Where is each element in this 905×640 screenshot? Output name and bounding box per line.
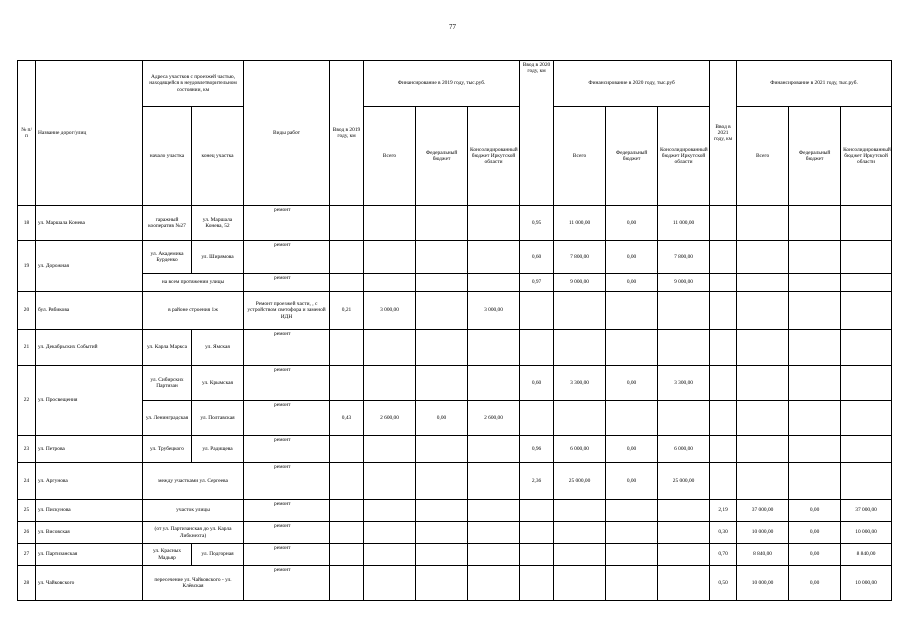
section-span: на всем протяжении улицы — [143, 274, 244, 292]
row-number: 28 — [18, 566, 36, 601]
cons-2021: 10 000,00 — [841, 522, 892, 544]
fed-2020: 0,00 — [606, 366, 658, 401]
work-type: ремонт — [244, 401, 330, 436]
total-2020: 7 800,00 — [554, 241, 606, 274]
section-start: ул. Карла Маркса — [143, 330, 192, 366]
work-type: Ремонт проезжей части, , с устройством светофора и заменой ИДН — [244, 292, 330, 330]
fed-2020: 0,00 — [606, 241, 658, 274]
col-total2020-header: Всего — [554, 107, 606, 206]
col-cons2020-header: Консолидированный бюджет Иркутской области — [658, 107, 710, 206]
total-2020: 3 300,00 — [554, 366, 606, 401]
section-end: ул. Крымская — [192, 366, 244, 401]
section-start: гаражный кооператив №27 — [143, 206, 192, 241]
row-number: 24 — [18, 463, 36, 500]
row-number: 25 — [18, 500, 36, 522]
cons-2020: 7 800,00 — [658, 241, 710, 274]
in-2020: 2,36 — [520, 463, 554, 500]
fed-2019 — [416, 292, 468, 330]
road-name: ул. Петрова — [36, 436, 143, 463]
work-type: ремонт — [244, 500, 330, 522]
section-span: (от ул. Партизанская до ул. Карла Либкнехта) — [143, 522, 244, 544]
col-name-header: Название дорог/улиц — [36, 61, 143, 206]
col-fed2020-header: Федеральный бюджет — [606, 107, 658, 206]
cons-2020: 25 000,00 — [658, 463, 710, 500]
cons-2021: 10 000,00 — [841, 566, 892, 601]
in-2020: 0,96 — [520, 436, 554, 463]
work-type: ремонт — [244, 463, 330, 500]
road-name: ул. Маршала Конева — [36, 206, 143, 241]
work-type: ремонт — [244, 206, 330, 241]
col-work-header: Виды работ — [244, 61, 330, 206]
total-2021: 8 840,00 — [737, 544, 789, 566]
in-2021: 0,50 — [710, 566, 737, 601]
section-end: ул. Подгорная — [192, 544, 244, 566]
col-fin2019-header: Финансирование в 2019 году, тыс.руб. — [364, 61, 520, 107]
in-2020: 0,97 — [520, 274, 554, 292]
col-total2019-header: Всего — [364, 107, 416, 206]
row-number: 22 — [18, 366, 36, 436]
table-row — [18, 500, 892, 522]
road-name: ул. Аргунова — [36, 463, 143, 500]
road-name: ул. Дорожная — [36, 241, 143, 292]
section-span: в районе строения 1ж — [143, 292, 244, 330]
section-end: ул. Радищева — [192, 436, 244, 463]
col-total2021-header: Всего — [737, 107, 789, 206]
in-2021: 2,19 — [710, 500, 737, 522]
road-name: ул. Декабрьских Событий — [36, 330, 143, 366]
fed-2021: 0,00 — [789, 566, 841, 601]
table-row — [18, 463, 892, 500]
section-start: ул. Красных Мадьяр — [143, 544, 192, 566]
col-end-header: конец участка — [192, 107, 244, 206]
in-2020: 0,60 — [520, 366, 554, 401]
road-name: ул. Висовская — [36, 522, 143, 544]
section-span: участок улицы — [143, 500, 244, 522]
total-2020: 25 000,00 — [554, 463, 606, 500]
section-end: ул. Маршала Конева, 52 — [192, 206, 244, 241]
table-row — [18, 436, 892, 463]
in-2021: 0,30 — [710, 522, 737, 544]
row-number: 18 — [18, 206, 36, 241]
table-row — [18, 544, 892, 566]
table-row — [18, 566, 892, 601]
in-2019: 0,21 — [330, 292, 364, 330]
row-number: 26 — [18, 522, 36, 544]
fed-2019: 0,00 — [416, 401, 468, 436]
header-row-1 — [18, 61, 892, 107]
table-row — [18, 206, 892, 241]
col-cons2021-header: Консолидированный бюджет Иркутской области — [841, 107, 892, 206]
table-row — [18, 366, 892, 401]
road-name: ул. Пискунова — [36, 500, 143, 522]
section-end: ул. Полтавская — [192, 401, 244, 436]
row-number: 21 — [18, 330, 36, 366]
work-type: ремонт — [244, 366, 330, 401]
cons-2020: 11 000,00 — [658, 206, 710, 241]
section-start: ул. Трубецкого — [143, 436, 192, 463]
section-start: ул. Академика Бурденко — [143, 241, 192, 274]
work-type: ремонт — [244, 241, 330, 274]
col-cons2019-header: Консолидированный бюджет Иркутской области — [468, 107, 520, 206]
work-type: ремонт — [244, 274, 330, 292]
section-span: пересечение ул. Чайковского - ул. Клёвская — [143, 566, 244, 601]
road-name: ул. Чайковского — [36, 566, 143, 601]
total-2020: 9 000,00 — [554, 274, 606, 292]
table-row — [18, 292, 892, 330]
col-fed2019-header: Федеральный бюджет — [416, 107, 468, 206]
cons-2020: 9 000,00 — [658, 274, 710, 292]
in-2020: 0,95 — [520, 206, 554, 241]
fed-2020: 0,00 — [606, 436, 658, 463]
work-type: ремонт — [244, 522, 330, 544]
col-in2021-header: Ввод в 2021 году, км — [710, 61, 737, 206]
table-row — [18, 241, 892, 274]
fed-2021: 0,00 — [789, 522, 841, 544]
total-2021: 37 000,00 — [737, 500, 789, 522]
col-fed2021-header: Федеральный бюджет — [789, 107, 841, 206]
fed-2020: 0,00 — [606, 274, 658, 292]
section-end: ул. Ямская — [192, 330, 244, 366]
cons-2019: 2 600,00 — [468, 401, 520, 436]
col-in2020-header: Ввод в 2020 году, км — [520, 61, 554, 206]
col-address-header: Адреса участков с проезжей частью, находящейся в неудовлетворительном состоянии, км — [143, 61, 244, 107]
fed-2020: 0,00 — [606, 206, 658, 241]
in-2020: 0,60 — [520, 241, 554, 274]
cons-2019: 3 000,00 — [468, 292, 520, 330]
col-in2019-header: Ввод в 2019 году, км — [330, 61, 364, 206]
col-start-header: начало участка — [143, 107, 192, 206]
section-start: ул. Ленинградская — [143, 401, 192, 436]
row-number: 23 — [18, 436, 36, 463]
work-type: ремонт — [244, 544, 330, 566]
total-2021: 10 000,00 — [737, 566, 789, 601]
table-row — [18, 274, 892, 292]
road-repair-table — [17, 60, 892, 601]
road-name: ул. Просвещения — [36, 366, 143, 436]
header-row-2 — [18, 107, 892, 206]
fed-2021: 0,00 — [789, 500, 841, 522]
work-type: ремонт — [244, 330, 330, 366]
fed-2021: 0,00 — [789, 544, 841, 566]
road-name: бул. Рябикова — [36, 292, 143, 330]
cons-2021: 8 840,00 — [841, 544, 892, 566]
col-fin2021-header: Финансирование в 2021 году, тыс.руб. — [737, 61, 892, 107]
in-2019: 0,43 — [330, 401, 364, 436]
cons-2021: 37 000,00 — [841, 500, 892, 522]
table-row — [18, 330, 892, 366]
total-2019: 3 000,00 — [364, 292, 416, 330]
work-type: ремонт — [244, 566, 330, 601]
row-number: 27 — [18, 544, 36, 566]
cons-2020: 6 000,00 — [658, 436, 710, 463]
in-2021: 0,70 — [710, 544, 737, 566]
total-2021: 10 000,00 — [737, 522, 789, 544]
row-number: 19 — [18, 241, 36, 292]
col-fin2020-header: Финансирование в 2020 году, тыс.руб — [554, 61, 710, 107]
section-end: ул. Ширямова — [192, 241, 244, 274]
road-name: ул. Партизанская — [36, 544, 143, 566]
fed-2020: 0,00 — [606, 463, 658, 500]
cons-2020: 3 300,00 — [658, 366, 710, 401]
total-2020: 6 000,00 — [554, 436, 606, 463]
row-number: 20 — [18, 292, 36, 330]
total-2019: 2 600,00 — [364, 401, 416, 436]
section-span: между участками ул. Сергеева — [143, 463, 244, 500]
page-number: 77 — [449, 23, 456, 31]
total-2020: 11 000,00 — [554, 206, 606, 241]
table-row — [18, 522, 892, 544]
section-start: ул. Сибирских Партизан — [143, 366, 192, 401]
col-no-header: № п/п — [18, 61, 36, 206]
work-type: ремонт — [244, 436, 330, 463]
table-row — [18, 401, 892, 436]
